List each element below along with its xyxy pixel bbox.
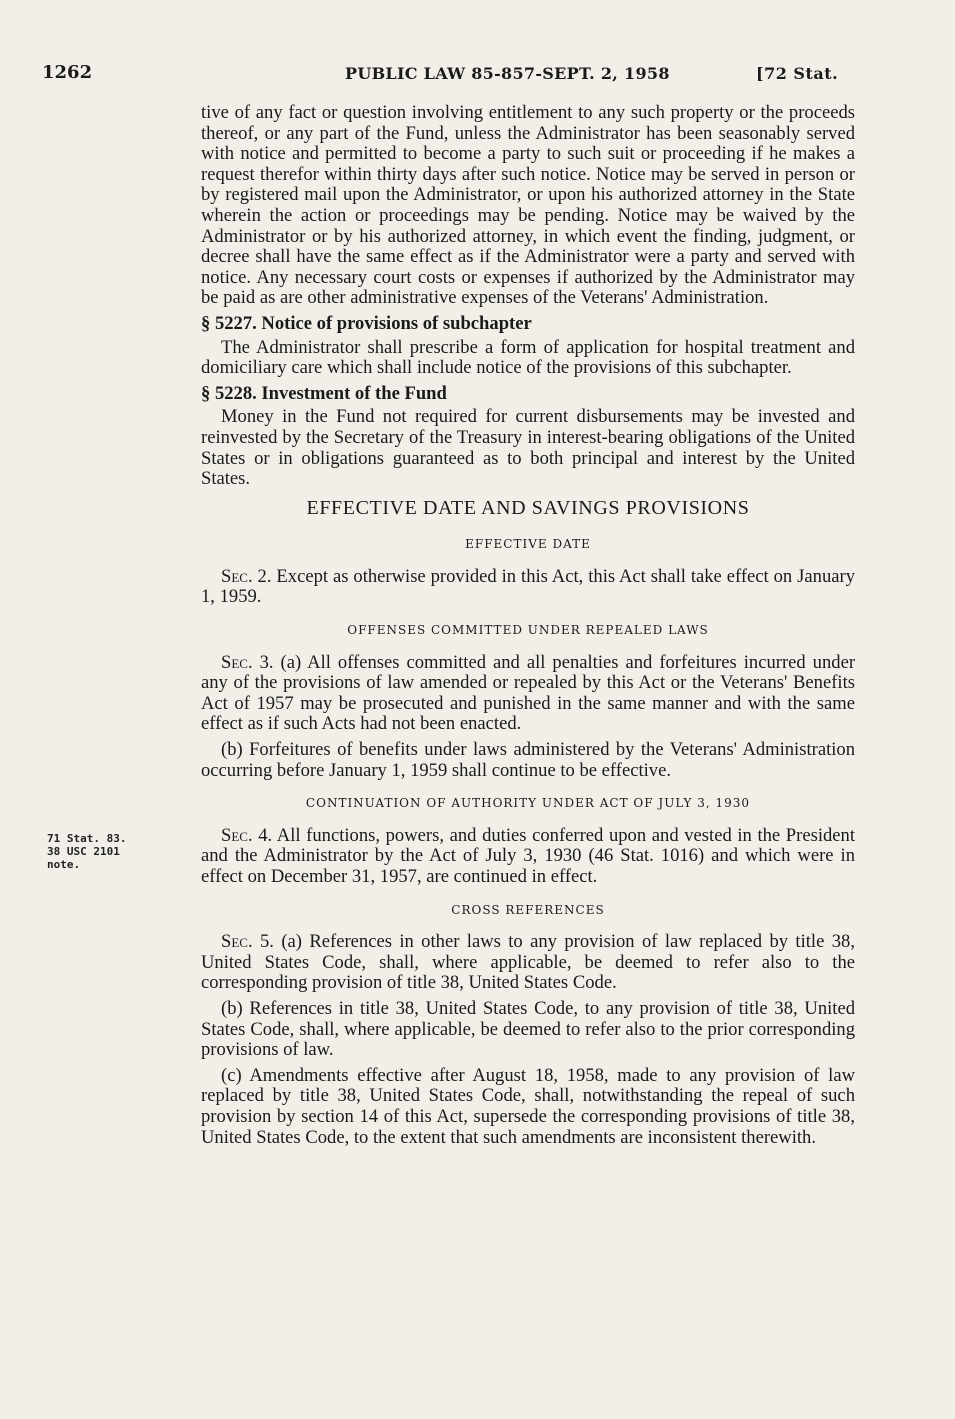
continuation-authority-heading: CONTINUATION OF AUTHORITY UNDER ACT OF JULY 3, 1930 — [305, 796, 751, 811]
section-5-label: Sec. 5. — [221, 931, 274, 953]
major-heading: EFFECTIVE DATE AND SAVINGS PROVISIONS — [306, 496, 750, 519]
section-5228-heading: § 5228. Investment of the Fund — [201, 382, 447, 404]
section-2-text: Except as otherwise provided in this Act, this Act shall take effect on January 1, 1959. — [201, 565, 855, 608]
offenses-heading: OFFENSES COMMITTED UNDER REPEALED LAWS — [347, 623, 709, 638]
body-text — [201, 103, 855, 1153]
section-4-label: Sec. 4. — [221, 824, 273, 846]
section-5c-text: (c) Amendments effective after August 18, 1958, made to any provision of law replaced by title 38, United States Code, shall, notwithstanding the repeal of such provision by section 14 of this Act, supersede the corresponding provisions of title 38, United States Code, to the extent that such amendments are inconsistent therewith. — [201, 1064, 855, 1148]
section-2-label: Sec. 2. — [221, 565, 272, 587]
margin-note-line: 71 Stat. 83. — [47, 832, 127, 845]
margin-note-line: note. — [47, 858, 81, 871]
section-2-paragraph — [201, 567, 855, 608]
effective-date-heading: EFFECTIVE DATE — [465, 537, 591, 552]
section-3b-text: (b) Forfeitures of benefits under laws administered by the Veterans' Administration occurring before January 1, 1959 shall continue to be effective. — [201, 739, 855, 781]
margin-note — [47, 832, 126, 871]
section-5b-text: (b) References in title 38, United States Code, to any provision of title 38, United States Code, shall, where applicable, be deemed to refer also to the prior corresponding provisions of law. — [201, 997, 855, 1061]
continuation-paragraph: tive of any fact or question involving entitlement to any such property or the proceeds thereof, or any part of the Fund, unless the Administrator has been seasonably served with notice and permitted to become a party to such suit or proceeding if he makes a request therefor within thirty days after such notice. Notice may be served in person or by registered mail upon the Administrator, or upon his authorized attorney in the State wherein the action or proceedings may be pending. Notice may be waived by the Administrator or by his authorized attorney, in which event the finding, judgment, or decree shall have the same effect as if the Administrator were a party and served with notice. Any necessary court costs or expenses if authorized by the Administrator may be paid as are other administrative expenses of the Veterans' Administration. — [201, 102, 855, 309]
section-3-label: Sec. 3. — [221, 651, 274, 673]
stat-reference: [72 Stat. — [756, 64, 839, 83]
section-5a-text: (a) References in other laws to any provision of law replaced by title 38, United States Code, shall, where applicable, be deemed to refer also to the corresponding provision of title 38, United States Code. — [201, 931, 855, 994]
section-3a-text: (a) All offenses committed and all penalties and forfeitures incurred under any of the provisions of law amended or repealed by this Act or the Veterans' Benefits Act of 1957 may be prosecuted and punished in the same manner and with the same effect as if such Acts had not been enacted. — [201, 651, 856, 735]
page-number: 1262 — [42, 62, 93, 83]
section-5228-text: Money in the Fund not required for current disbursements may be invested and reinvested by the Secretary of the Treasury in interest-bearing obligations of the United States or in obligations guaranteed as to both principal and interest by the United States. — [201, 406, 855, 490]
section-4-text: All functions, powers, and duties conferred upon and vested in the President and the Administrator by the Act of July 3, 1930 (46 Stat. 1016) and which were in effect on December 31, 1957, are continued in effect. — [201, 824, 855, 887]
cross-references-heading: CROSS REFERENCES — [451, 902, 605, 917]
section-4-paragraph — [201, 826, 855, 888]
section-5a-paragraph — [201, 932, 855, 994]
section-3a-paragraph — [201, 653, 855, 735]
section-5227-heading: § 5227. Notice of provisions of subchapter — [201, 312, 532, 334]
running-title: PUBLIC LAW 85-857-SEPT. 2, 1958 — [345, 64, 670, 83]
section-5227-text: The Administrator shall prescribe a form of application for hospital treatment and domiciliary care which shall include notice of the provisions of this subchapter. — [201, 336, 855, 379]
margin-note-line: 38 USC 2101 — [47, 845, 120, 858]
page-header — [0, 62, 955, 92]
